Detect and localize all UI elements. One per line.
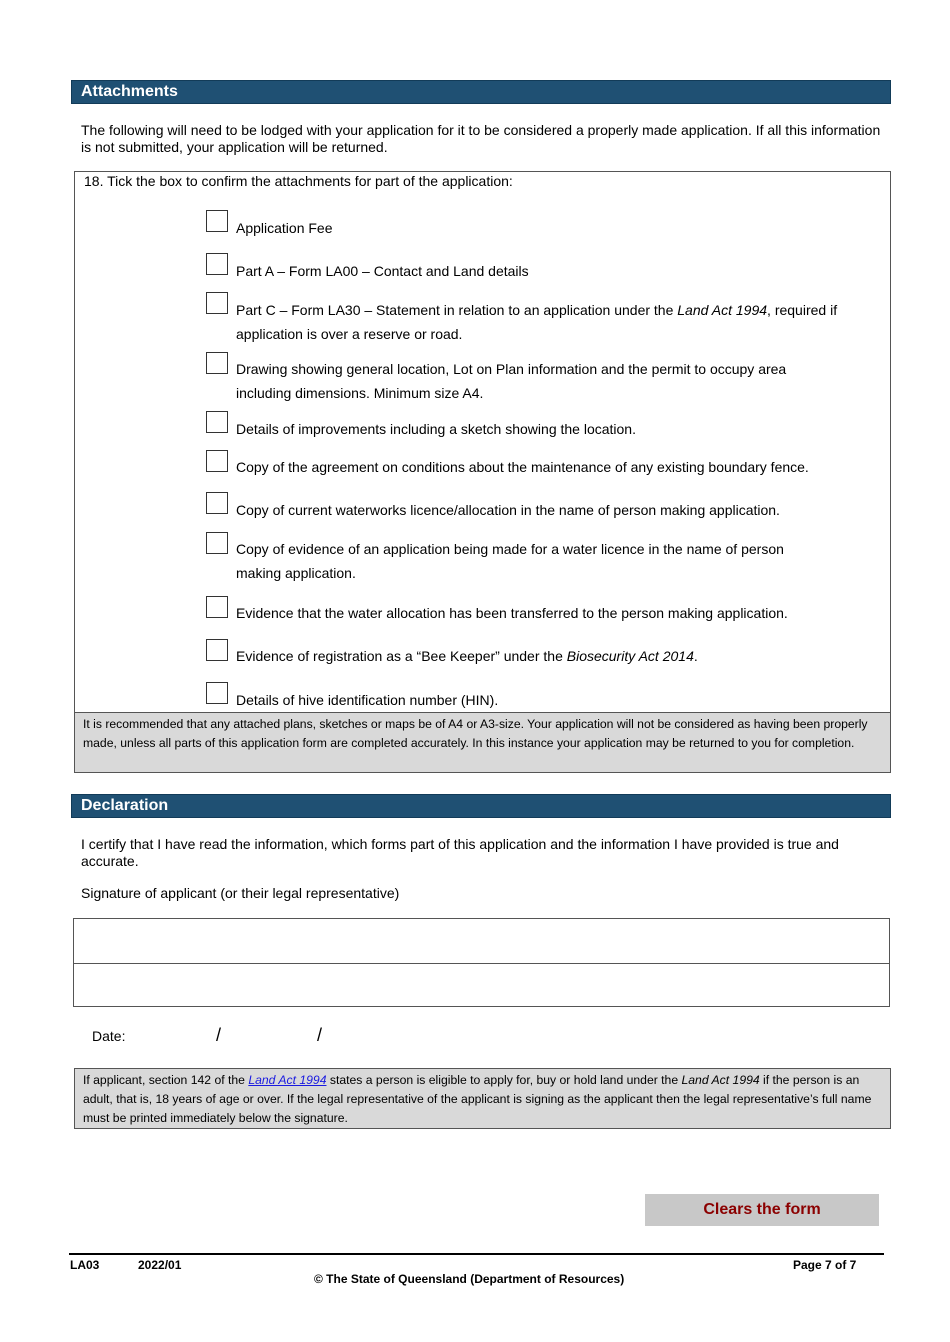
page-number: Page 7 of 7 — [793, 1258, 857, 1272]
footer-divider — [69, 1253, 884, 1255]
attachment-item: Evidence that the water allocation has been transferred to the person making application. — [236, 605, 788, 621]
attachment-item: Copy of the agreement on conditions about the maintenance of any existing boundary fence. — [236, 459, 809, 475]
attachment-item-text: . — [693, 648, 698, 664]
attachment-item: Copy of current waterworks licence/allocation in the name of person making application. — [236, 502, 780, 518]
signature-label: Signature of applicant (or their legal representative) — [81, 885, 400, 901]
act-name: Biosecurity Act 2014 — [566, 648, 694, 664]
attachments-header — [71, 80, 891, 104]
attachment-item: Copy of evidence of an application being made for a water licence in the name of person making application. — [236, 541, 784, 581]
signature-name-field[interactable] — [73, 963, 890, 1007]
checkbox-waterworks-licence[interactable] — [206, 492, 228, 514]
date-year-field[interactable] — [330, 1024, 420, 1046]
date-separator: / — [317, 1025, 323, 1045]
attachment-item: Application Fee — [236, 220, 333, 236]
attachment-item-text: , required if application is over a reserve or road. — [236, 302, 838, 342]
declaration-header — [71, 794, 891, 818]
checkbox-part-a[interactable] — [206, 253, 228, 275]
checkbox-boundary-fence[interactable] — [206, 450, 228, 472]
date-separator: / — [216, 1025, 222, 1045]
attachment-item — [236, 644, 856, 668]
checkbox-hive-id[interactable] — [206, 682, 228, 704]
land-act-link[interactable]: Land Act 1994 — [248, 1073, 327, 1087]
attachment-item-text: Evidence of registration as a “Bee Keeper” under the — [236, 648, 567, 664]
checkbox-improvements[interactable] — [206, 411, 228, 433]
declaration-certify: I certify that I have read the information, which forms part of this application and the information I have provided is true and accurate. — [81, 836, 839, 869]
attachment-item: Drawing showing general location, Lot on Plan information and the permit to occupy area including dimensions. Minimum size A4. — [236, 361, 787, 401]
attachment-item: Details of hive identification number (HIN). — [236, 692, 499, 708]
checkbox-drawing[interactable] — [206, 352, 228, 374]
declaration-note — [74, 1068, 891, 1129]
declaration-heading: Declaration — [81, 797, 169, 814]
clear-form-button[interactable]: Clears the form — [645, 1194, 879, 1226]
note-text: states a person is eligible to apply for, buy or hold land under the — [326, 1073, 682, 1087]
date-month-field[interactable] — [230, 1024, 312, 1046]
checkbox-part-c[interactable] — [206, 292, 228, 314]
attachment-item: Details of improvements including a sketch showing the location. — [236, 421, 636, 437]
attachment-item — [236, 298, 856, 346]
signature-field[interactable] — [73, 918, 890, 964]
note-text: if the person is an adult, that is, 18 years of age or over. If the legal representative of the applicant is signing as the applicant then the legal representative’s full name must be printed immediately below the signature. — [83, 1073, 872, 1125]
form-version: 2022/01 — [138, 1258, 182, 1272]
question-18-label: 18. Tick the box to confirm the attachments for part of the application: — [84, 173, 513, 189]
checkbox-water-allocation[interactable] — [206, 596, 228, 618]
form-code: LA03 — [70, 1258, 100, 1272]
date-day-field[interactable] — [150, 1024, 212, 1046]
act-name: Land Act 1994 — [677, 302, 768, 318]
act-name: Land Act 1994 — [681, 1073, 760, 1087]
note-text: If applicant, section 142 of the — [83, 1073, 249, 1087]
checkbox-bee-keeper[interactable] — [206, 639, 228, 661]
attachments-note: It is recommended that any attached plans, sketches or maps be of A4 or A3-size. Your application will not be considered as having been properly made, unless all parts of this application form are completed accurately. In this instance your application may be returned to you for completion. — [74, 712, 891, 773]
attachment-item: Part A – Form LA00 – Contact and Land details — [236, 263, 529, 279]
attachment-item-text: Part C – Form LA30 – Statement in relation to an application under the — [236, 302, 678, 318]
checkbox-water-licence-evidence[interactable] — [206, 532, 228, 554]
date-label: Date: — [92, 1028, 126, 1044]
copyright: © The State of Queensland (Department of Resources) — [314, 1272, 625, 1286]
attachments-intro: The following will need to be lodged with your application for it to be considered a properly made application. If all this information is not submitted, your application will be returned. — [81, 122, 881, 155]
checkbox-application-fee[interactable] — [206, 210, 228, 232]
attachments-heading: Attachments — [81, 83, 178, 100]
